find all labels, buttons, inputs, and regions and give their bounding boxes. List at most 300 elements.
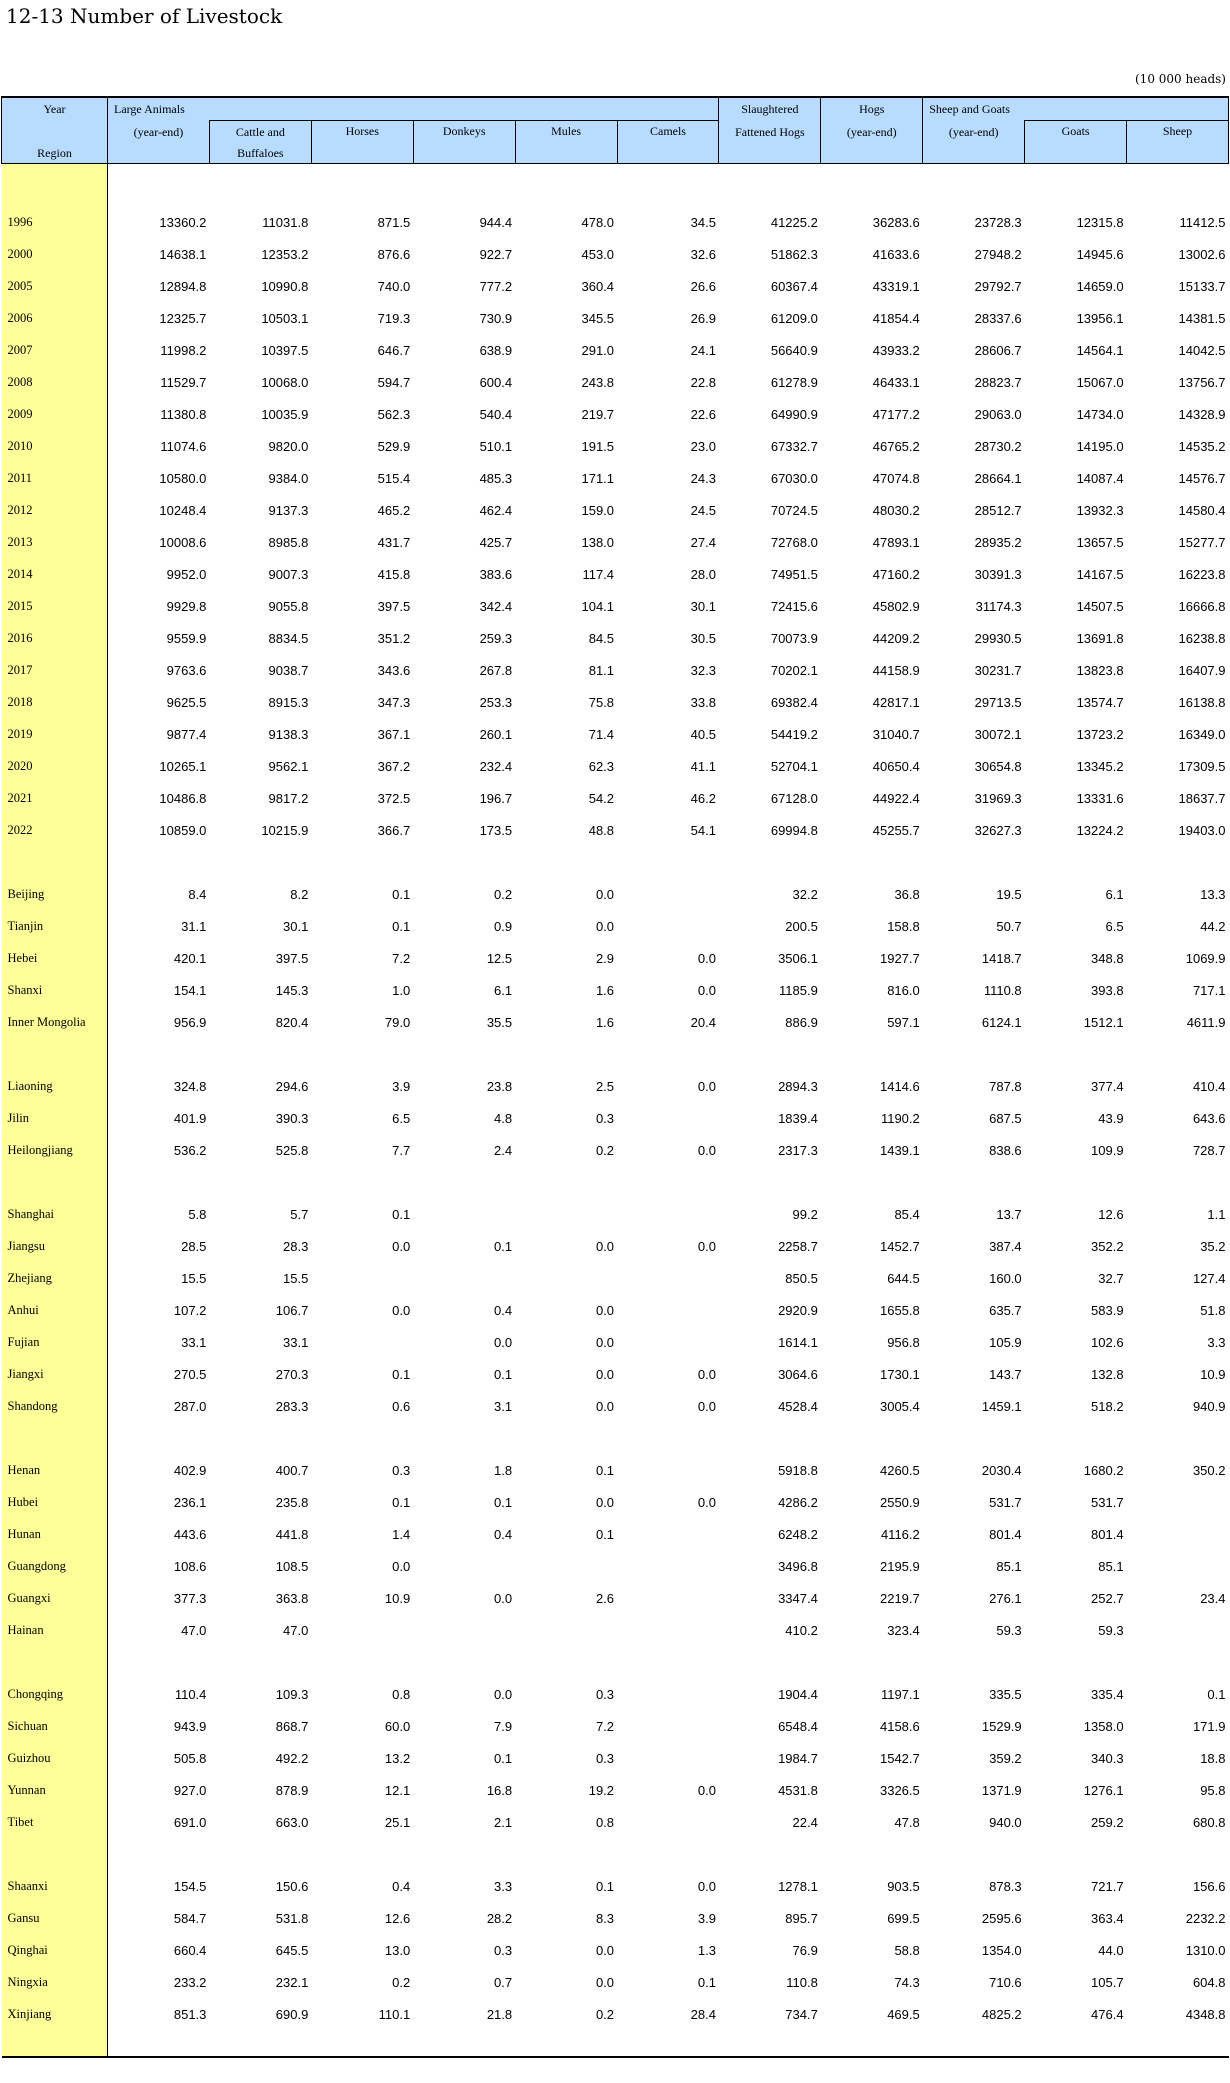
header-sheep: Sheep	[1127, 121, 1229, 164]
cell: 0.0	[595, 886, 615, 902]
cell: 367.1	[377, 726, 411, 742]
cell: 721.7	[1091, 1878, 1124, 1894]
cell: 10990.8	[261, 278, 309, 294]
row-label: 2006	[2, 302, 108, 334]
cell	[617, 1678, 719, 1710]
cell: 1614.1	[778, 1334, 818, 1350]
cell: 5.7	[290, 1206, 309, 1222]
cell: 67030.0	[770, 470, 818, 486]
cell: 9877.4	[166, 726, 207, 742]
cell: 13657.5	[1076, 534, 1124, 550]
row-label: Hebei	[2, 942, 108, 974]
row-label: Beijing	[2, 878, 108, 910]
table-row	[2, 1614, 1229, 1646]
cell: 397.5	[377, 598, 411, 614]
cell: 0.1	[494, 1750, 513, 1766]
cell: 154.1	[173, 982, 207, 998]
row-label: Ningxia	[2, 1966, 108, 1998]
cell: 956.8	[887, 1334, 920, 1350]
cell: 31969.3	[974, 790, 1022, 806]
cell: 11998.2	[160, 342, 207, 358]
cell	[1127, 1550, 1229, 1582]
cell: 62.3	[588, 758, 615, 774]
cell: 52704.1	[770, 758, 818, 774]
cell: 11074.6	[160, 438, 207, 454]
cell: 47177.2	[872, 406, 920, 422]
table-row	[2, 1998, 1229, 2030]
cell: 29792.7	[974, 278, 1022, 294]
table-header	[2, 97, 1229, 164]
cell: 16238.8	[1178, 630, 1226, 646]
cell: 660.4	[173, 1942, 207, 1958]
cell: 401.9	[173, 1110, 207, 1126]
table-row	[2, 878, 1229, 910]
cell: 13.3	[1200, 886, 1226, 902]
cell: 363.8	[275, 1590, 309, 1606]
cell: 1839.4	[778, 1110, 818, 1126]
cell: 13932.3	[1076, 502, 1124, 518]
table-row	[2, 1358, 1229, 1390]
cell: 108.5	[275, 1558, 309, 1574]
cell: 359.2	[989, 1750, 1022, 1766]
cell: 12.6	[384, 1910, 411, 1926]
cell: 22.6	[690, 406, 716, 422]
cell: 462.4	[479, 502, 513, 518]
cell: 518.2	[1091, 1398, 1124, 1414]
cell: 5918.8	[778, 1462, 818, 1478]
row-label: Tibet	[2, 1806, 108, 1838]
cell: 47893.1	[872, 534, 920, 550]
cell	[413, 1550, 515, 1582]
row-label: Inner Mongolia	[2, 1006, 108, 1038]
cell: 145.3	[275, 982, 309, 998]
cell: 691.0	[173, 1814, 207, 1830]
table-row	[2, 1102, 1229, 1134]
cell: 75.8	[588, 694, 615, 710]
cell: 352.2	[1091, 1238, 1124, 1254]
cell	[515, 1262, 617, 1294]
cell: 270.3	[275, 1366, 309, 1382]
cell: 47074.8	[872, 470, 920, 486]
header-slaughtered-sub: Fattened Hogs	[719, 121, 821, 144]
cell: 690.9	[275, 2006, 309, 2022]
cell: 10.9	[1200, 1366, 1226, 1382]
cell: 383.6	[479, 566, 513, 582]
cell: 0.0	[595, 1366, 615, 1382]
cell: 14576.7	[1178, 470, 1226, 486]
cell	[1127, 1518, 1229, 1550]
cell: 61278.9	[770, 374, 818, 390]
cell: 8985.8	[268, 534, 309, 550]
cell: 851.3	[173, 2006, 207, 2022]
table-row	[2, 302, 1229, 334]
table-row	[2, 974, 1229, 1006]
cell: 32.2	[792, 886, 818, 902]
row-label: Jiangxi	[2, 1358, 108, 1390]
row-label: 2019	[2, 718, 108, 750]
cell: 10486.8	[159, 790, 207, 806]
cell: 64990.9	[770, 406, 818, 422]
cell: 420.1	[173, 950, 207, 966]
cell: 13756.7	[1178, 374, 1226, 390]
cell: 10035.9	[261, 406, 309, 422]
cell: 536.2	[173, 1142, 207, 1158]
cell: 10.9	[384, 1590, 411, 1606]
cell: 2550.9	[879, 1494, 920, 1510]
table-row	[2, 686, 1229, 718]
cell: 1529.9	[981, 1718, 1022, 1734]
table-row	[2, 1742, 1229, 1774]
cell: 0.3	[494, 1942, 513, 1958]
cell: 13691.8	[1076, 630, 1124, 646]
cell: 2258.7	[778, 1238, 818, 1254]
cell: 787.8	[989, 1078, 1022, 1094]
cell: 171.1	[581, 470, 615, 486]
cell: 44158.9	[872, 662, 920, 678]
cell: 1.6	[595, 982, 615, 998]
cell: 33.1	[283, 1334, 309, 1350]
spacer-row	[2, 1166, 1229, 1198]
cell: 3496.8	[778, 1558, 818, 1574]
cell: 154.5	[173, 1878, 207, 1894]
cell: 2.1	[494, 1814, 513, 1830]
cell: 253.3	[479, 694, 513, 710]
cell: 0.1	[595, 1462, 615, 1478]
cell: 16407.9	[1178, 662, 1226, 678]
cell: 1197.1	[880, 1686, 920, 1702]
row-label: Anhui	[2, 1294, 108, 1326]
cell: 15133.7	[1178, 278, 1226, 294]
table-row	[2, 526, 1229, 558]
row-label: 2011	[2, 462, 108, 494]
table-row	[2, 1870, 1229, 1902]
row-label: Fujian	[2, 1326, 108, 1358]
cell: 259.2	[1091, 1814, 1124, 1830]
cell: 85.4	[894, 1206, 920, 1222]
cell: 4260.5	[879, 1462, 920, 1478]
cell: 46433.1	[872, 374, 920, 390]
cell: 12.1	[384, 1782, 411, 1798]
cell: 876.6	[377, 246, 411, 262]
table-row	[2, 1070, 1229, 1102]
cell: 14087.4	[1076, 470, 1124, 486]
cell: 9562.1	[268, 758, 309, 774]
cell: 540.4	[479, 406, 513, 422]
cell: 0.2	[595, 2006, 615, 2022]
cell	[617, 1454, 719, 1486]
cell: 10008.6	[159, 534, 207, 550]
cell: 0.3	[392, 1462, 411, 1478]
cell: 740.0	[377, 278, 411, 294]
cell: 44.0	[1098, 1942, 1124, 1958]
cell: 397.5	[275, 950, 309, 966]
cell: 410.4	[1192, 1078, 1226, 1094]
cell: 0.0	[697, 1142, 716, 1158]
table-row	[2, 238, 1229, 270]
cell: 10248.4	[159, 502, 207, 518]
cell: 387.4	[989, 1238, 1022, 1254]
cell: 18637.7	[1178, 790, 1226, 806]
cell: 105.7	[1091, 1974, 1124, 1990]
table-row	[2, 1326, 1229, 1358]
cell: 9038.7	[268, 662, 309, 678]
cell: 940.0	[989, 1814, 1022, 1830]
header-hogs-sub: (year-end)	[821, 121, 923, 144]
cell: 99.2	[792, 1206, 818, 1222]
cell: 12894.8	[159, 278, 207, 294]
cell: 50.7	[996, 918, 1022, 934]
row-label: Guizhou	[2, 1742, 108, 1774]
table-row	[2, 590, 1229, 622]
cell: 476.4	[1091, 2006, 1124, 2022]
cell: 443.6	[173, 1526, 207, 1542]
cell: 8.3	[595, 1910, 615, 1926]
table-row	[2, 1294, 1229, 1326]
cell: 0.2	[595, 1142, 615, 1158]
cell: 45255.7	[872, 822, 920, 838]
row-label: 2005	[2, 270, 108, 302]
cell: 638.9	[479, 342, 513, 358]
cell: 2.5	[595, 1078, 615, 1094]
table-row	[2, 782, 1229, 814]
cell: 67332.7	[770, 438, 818, 454]
cell: 28512.7	[974, 502, 1022, 518]
cell: 60367.4	[770, 278, 818, 294]
cell: 1.1	[1207, 1206, 1226, 1222]
cell: 138.0	[581, 534, 615, 550]
table-row	[2, 750, 1229, 782]
cell: 43319.1	[872, 278, 920, 294]
cell: 36283.6	[872, 214, 920, 230]
row-label: Shanxi	[2, 974, 108, 1006]
cell: 16223.8	[1178, 566, 1226, 582]
table-row	[2, 1934, 1229, 1966]
header-large-animals: Large Animals	[108, 97, 719, 121]
cell: 10859.0	[159, 822, 207, 838]
cell: 291.0	[581, 342, 615, 358]
cell: 110.4	[174, 1686, 207, 1702]
cell: 41225.2	[770, 214, 818, 230]
cell: 19.5	[996, 886, 1022, 902]
row-label: Shanghai	[2, 1198, 108, 1230]
cell	[617, 878, 719, 910]
cell: 6.5	[392, 1110, 411, 1126]
cell: 30.5	[690, 630, 716, 646]
cell: 2894.3	[778, 1078, 818, 1094]
cell: 21.8	[486, 2006, 513, 2022]
table-row	[2, 1230, 1229, 1262]
cell: 1069.9	[1185, 950, 1226, 966]
cell: 402.9	[173, 1462, 207, 1478]
cell: 351.2	[377, 630, 411, 646]
cell: 0.6	[392, 1398, 411, 1414]
cell: 594.7	[377, 374, 411, 390]
cell: 377.4	[1091, 1078, 1124, 1094]
cell: 13956.1	[1076, 310, 1124, 326]
cell: 14659.0	[1076, 278, 1124, 294]
cell: 4611.9	[1186, 1014, 1226, 1030]
cell: 0.1	[392, 1206, 411, 1222]
cell: 23.0	[690, 438, 716, 454]
cell	[311, 1326, 413, 1358]
cell: 16.8	[486, 1782, 513, 1798]
row-label: Henan	[2, 1454, 108, 1486]
cell: 109.3	[275, 1686, 309, 1702]
cell: 1190.2	[880, 1110, 920, 1126]
cell: 529.9	[377, 438, 411, 454]
cell: 60.0	[384, 1718, 411, 1734]
cell: 48.8	[588, 822, 615, 838]
cell: 0.1	[494, 1366, 513, 1382]
cell: 0.0	[697, 982, 716, 998]
row-label: Jiangsu	[2, 1230, 108, 1262]
cell: 233.2	[173, 1974, 207, 1990]
cell	[515, 1198, 617, 1230]
cell: 400.7	[275, 1462, 309, 1478]
cell: 0.0	[595, 1302, 615, 1318]
cell	[617, 1582, 719, 1614]
cell: 61209.0	[770, 310, 818, 326]
cell: 232.4	[479, 758, 513, 774]
cell: 51.8	[1200, 1302, 1226, 1318]
cell: 117.4	[582, 566, 615, 582]
cell: 28.2	[486, 1910, 513, 1926]
cell: 270.5	[173, 1366, 207, 1382]
cell: 13.2	[384, 1750, 411, 1766]
cell: 3005.4	[879, 1398, 920, 1414]
cell: 643.6	[1192, 1110, 1226, 1126]
header-horses: Horses	[311, 121, 413, 164]
cell: 1371.9	[981, 1782, 1022, 1798]
cell: 390.3	[275, 1110, 309, 1126]
cell: 0.0	[595, 918, 615, 934]
cell: 5.8	[188, 1206, 207, 1222]
cell: 943.9	[173, 1718, 207, 1734]
cell: 59.3	[1098, 1622, 1124, 1638]
cell: 2317.3	[778, 1142, 818, 1158]
cell: 42817.1	[872, 694, 920, 710]
cell	[617, 1326, 719, 1358]
cell: 3347.4	[778, 1590, 818, 1606]
cell: 171.9	[1192, 1718, 1226, 1734]
cell: 158.8	[887, 918, 920, 934]
cell: 868.7	[275, 1718, 309, 1734]
row-label: Heilongjiang	[2, 1134, 108, 1166]
cell: 25.1	[384, 1814, 411, 1830]
cell: 0.0	[697, 1078, 716, 1094]
cell	[617, 1518, 719, 1550]
cell: 1278.1	[778, 1878, 818, 1894]
cell: 801.4	[1091, 1526, 1124, 1542]
header-region: Region	[2, 143, 108, 164]
cell: 13823.8	[1076, 662, 1124, 678]
cell: 109.9	[1091, 1142, 1124, 1158]
cell: 1.4	[392, 1526, 411, 1542]
cell: 16138.8	[1178, 694, 1226, 710]
cell: 32.3	[690, 662, 716, 678]
cell: 1.3	[697, 1942, 716, 1958]
cell	[413, 1198, 515, 1230]
cell: 19403.0	[1178, 822, 1226, 838]
cell: 10397.5	[261, 342, 309, 358]
row-label: 2022	[2, 814, 108, 846]
livestock-table	[1, 96, 1229, 2058]
cell: 0.4	[392, 1878, 411, 1894]
cell: 23728.3	[974, 214, 1022, 230]
cell: 29063.0	[974, 406, 1022, 422]
cell: 0.0	[595, 1334, 615, 1350]
cell: 30231.7	[974, 662, 1022, 678]
cell: 0.2	[494, 886, 513, 902]
cell: 36.8	[894, 886, 920, 902]
cell: 14042.5	[1178, 342, 1226, 358]
cell: 0.4	[494, 1526, 513, 1542]
cell: 72768.0	[770, 534, 818, 550]
header-cattle-sub: Buffaloes	[209, 143, 311, 164]
cell: 9384.0	[268, 470, 309, 486]
cell: 110.1	[378, 2006, 411, 2022]
cell: 15067.0	[1076, 374, 1124, 390]
row-label: Gansu	[2, 1902, 108, 1934]
table-row	[2, 910, 1229, 942]
cell: 1418.7	[981, 950, 1022, 966]
cell: 127.4	[1192, 1270, 1226, 1286]
cell: 35.2	[1200, 1238, 1226, 1254]
row-label: Shandong	[2, 1390, 108, 1422]
cell: 3506.1	[778, 950, 818, 966]
cell: 431.7	[377, 534, 411, 550]
cell: 46.2	[690, 790, 716, 806]
cell: 584.7	[173, 1910, 207, 1926]
table-row	[2, 494, 1229, 526]
cell: 363.4	[1091, 1910, 1124, 1926]
row-label: 2010	[2, 430, 108, 462]
cell: 927.0	[173, 1782, 207, 1798]
cell: 51862.3	[770, 246, 818, 262]
cell: 1185.9	[779, 982, 818, 998]
cell: 47160.2	[872, 566, 920, 582]
cell	[515, 1550, 617, 1582]
table-row	[2, 430, 1229, 462]
cell: 95.8	[1200, 1782, 1226, 1798]
cell: 1276.1	[1083, 1782, 1124, 1798]
cell: 14945.6	[1076, 246, 1124, 262]
cell: 0.1	[595, 1878, 615, 1894]
cell: 0.0	[697, 1366, 716, 1382]
row-label: 2009	[2, 398, 108, 430]
cell: 0.1	[595, 1526, 615, 1542]
table-row	[2, 1390, 1229, 1422]
cell: 85.1	[1098, 1558, 1124, 1574]
cell: 372.5	[377, 790, 411, 806]
row-label: Shaanxi	[2, 1870, 108, 1902]
cell: 9929.8	[166, 598, 207, 614]
cell: 871.5	[377, 214, 411, 230]
cell: 85.1	[996, 1558, 1022, 1574]
cell: 597.1	[887, 1014, 920, 1030]
cell: 350.2	[1192, 1462, 1226, 1478]
cell	[617, 1102, 719, 1134]
cell: 0.0	[697, 1238, 716, 1254]
cell: 70073.9	[770, 630, 818, 646]
cell: 13723.2	[1076, 726, 1124, 742]
cell: 16349.0	[1178, 726, 1226, 742]
cell: 2219.7	[879, 1590, 920, 1606]
cell: 13224.2	[1076, 822, 1124, 838]
table-row	[2, 1518, 1229, 1550]
cell: 0.0	[494, 1686, 513, 1702]
cell: 2.4	[494, 1142, 513, 1158]
